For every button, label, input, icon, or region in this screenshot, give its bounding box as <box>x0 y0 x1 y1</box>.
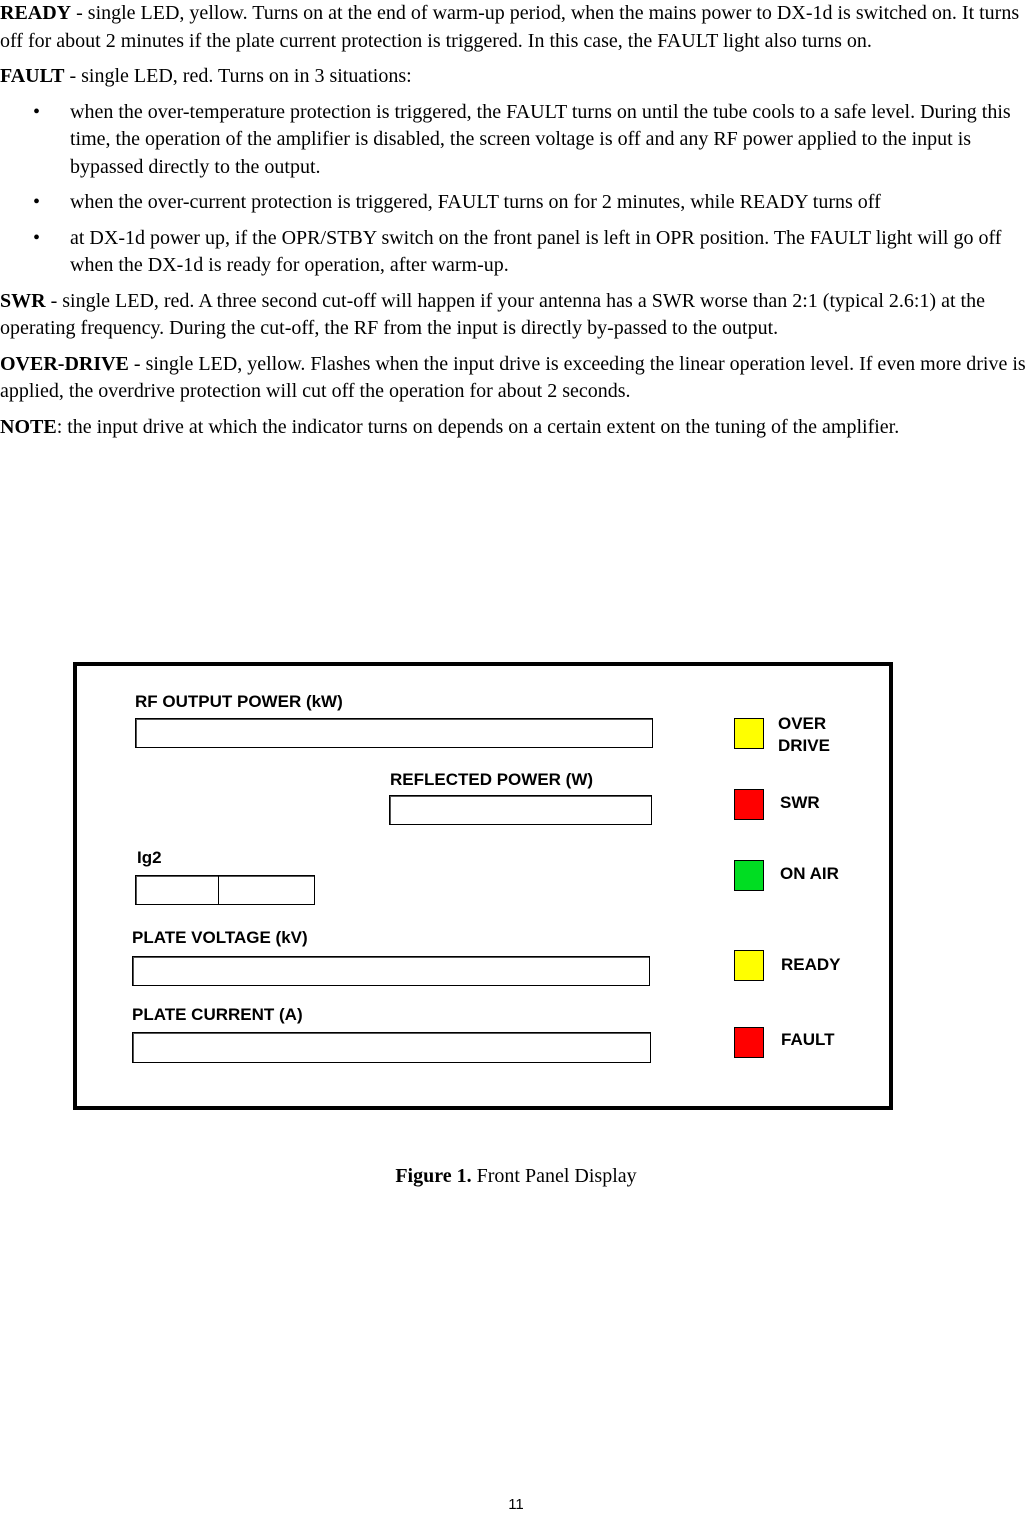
overdrive-led-label <box>778 713 830 757</box>
ig2-bar <box>135 875 315 905</box>
fault-paragraph <box>0 63 1032 91</box>
overdrive-term: OVER-DRIVE <box>0 352 129 375</box>
fault-text: - single LED, red. Turns on in 3 situations: <box>64 65 412 87</box>
bullet-icon: • <box>33 191 41 213</box>
rf-output-label: RF OUTPUT POWER (kW) <box>135 692 343 711</box>
list-item-text: when the over-current protection is triggered, FAULT turns on for 2 minutes, while READY turns off <box>70 191 881 213</box>
list-item <box>0 99 1032 182</box>
note-text: : the input drive at which the indicator turns on depends on a certain extent on the tuning of the amplifier. <box>56 415 900 438</box>
on-air-led <box>734 860 764 891</box>
ready-term: READY <box>0 2 72 24</box>
caption-text: Front Panel Display <box>471 1165 637 1187</box>
front-panel-display <box>73 662 893 1110</box>
list-item <box>0 189 1032 217</box>
page-number: 11 <box>508 1496 524 1513</box>
fault-led-label: FAULT <box>781 1030 835 1049</box>
ready-led-label: READY <box>781 955 841 974</box>
fault-led <box>734 1027 764 1058</box>
list-item-text: when the over-temperature protection is triggered, the FAULT turns on until the tube cools to a safe level. During this time, the operation of the amplifier is disabled, the screen voltage is off and any RF power applied to the input is bypassed directly to the output. <box>70 100 1011 178</box>
ig2-label: Ig2 <box>137 848 162 867</box>
note-term: NOTE <box>0 415 57 438</box>
overdrive-label-line1: OVER <box>778 714 827 733</box>
caption-bold: Figure 1. <box>395 1165 472 1187</box>
ready-paragraph <box>0 0 1032 55</box>
plate-voltage-label: PLATE VOLTAGE (kV) <box>132 928 308 947</box>
ig2-divider <box>218 876 219 904</box>
body-text <box>0 0 1032 449</box>
on-air-led-label: ON AIR <box>780 864 839 883</box>
plate-voltage-bar <box>132 956 650 986</box>
ready-led <box>734 950 764 981</box>
plate-current-label: PLATE CURRENT (A) <box>132 1005 303 1024</box>
bullet-icon: • <box>33 226 41 249</box>
list-item <box>0 225 1032 280</box>
overdrive-label-line2: DRIVE <box>778 736 830 755</box>
note-paragraph <box>0 414 1032 442</box>
reflected-power-bar <box>389 795 652 825</box>
fault-list <box>0 99 1032 280</box>
swr-led <box>734 789 764 820</box>
plate-current-bar <box>132 1032 651 1063</box>
reflected-power-label: REFLECTED POWER (W) <box>390 770 594 789</box>
swr-text: - single LED, red. A three second cut-off will happen if your antenna has a SWR worse than 2:1 (typical 2.6:1) at the operating frequency. During the cut-off, the RF from the input is directly by-passed to the output. <box>0 289 985 339</box>
figure-caption <box>0 1165 1032 1188</box>
bullet-icon: • <box>33 100 41 123</box>
fault-term: FAULT <box>0 65 65 87</box>
overdrive-text: - single LED, yellow. Flashes when the input drive is exceeding the linear operation level. If even more drive is applied, the overdrive protection will cut off the operation for about 2 seconds. <box>0 352 1026 402</box>
swr-paragraph <box>0 288 1032 343</box>
swr-led-label: SWR <box>780 793 820 812</box>
ready-text: - single LED, yellow. Turns on at the end of warm-up period, when the mains power to DX-1d is switched on. It turns off for about 2 minutes if the plate current protection is triggered. In this case, the FAULT light also turns on. <box>0 2 1020 52</box>
overdrive-paragraph <box>0 351 1032 406</box>
swr-term: SWR <box>0 289 46 312</box>
rf-output-bar <box>135 718 653 748</box>
list-item-text: at DX-1d power up, if the OPR/STBY switch on the front panel is left in OPR position. The FAULT light will go off when the DX-1d is ready for operation, after warm-up. <box>70 226 1002 276</box>
overdrive-led <box>734 718 764 749</box>
